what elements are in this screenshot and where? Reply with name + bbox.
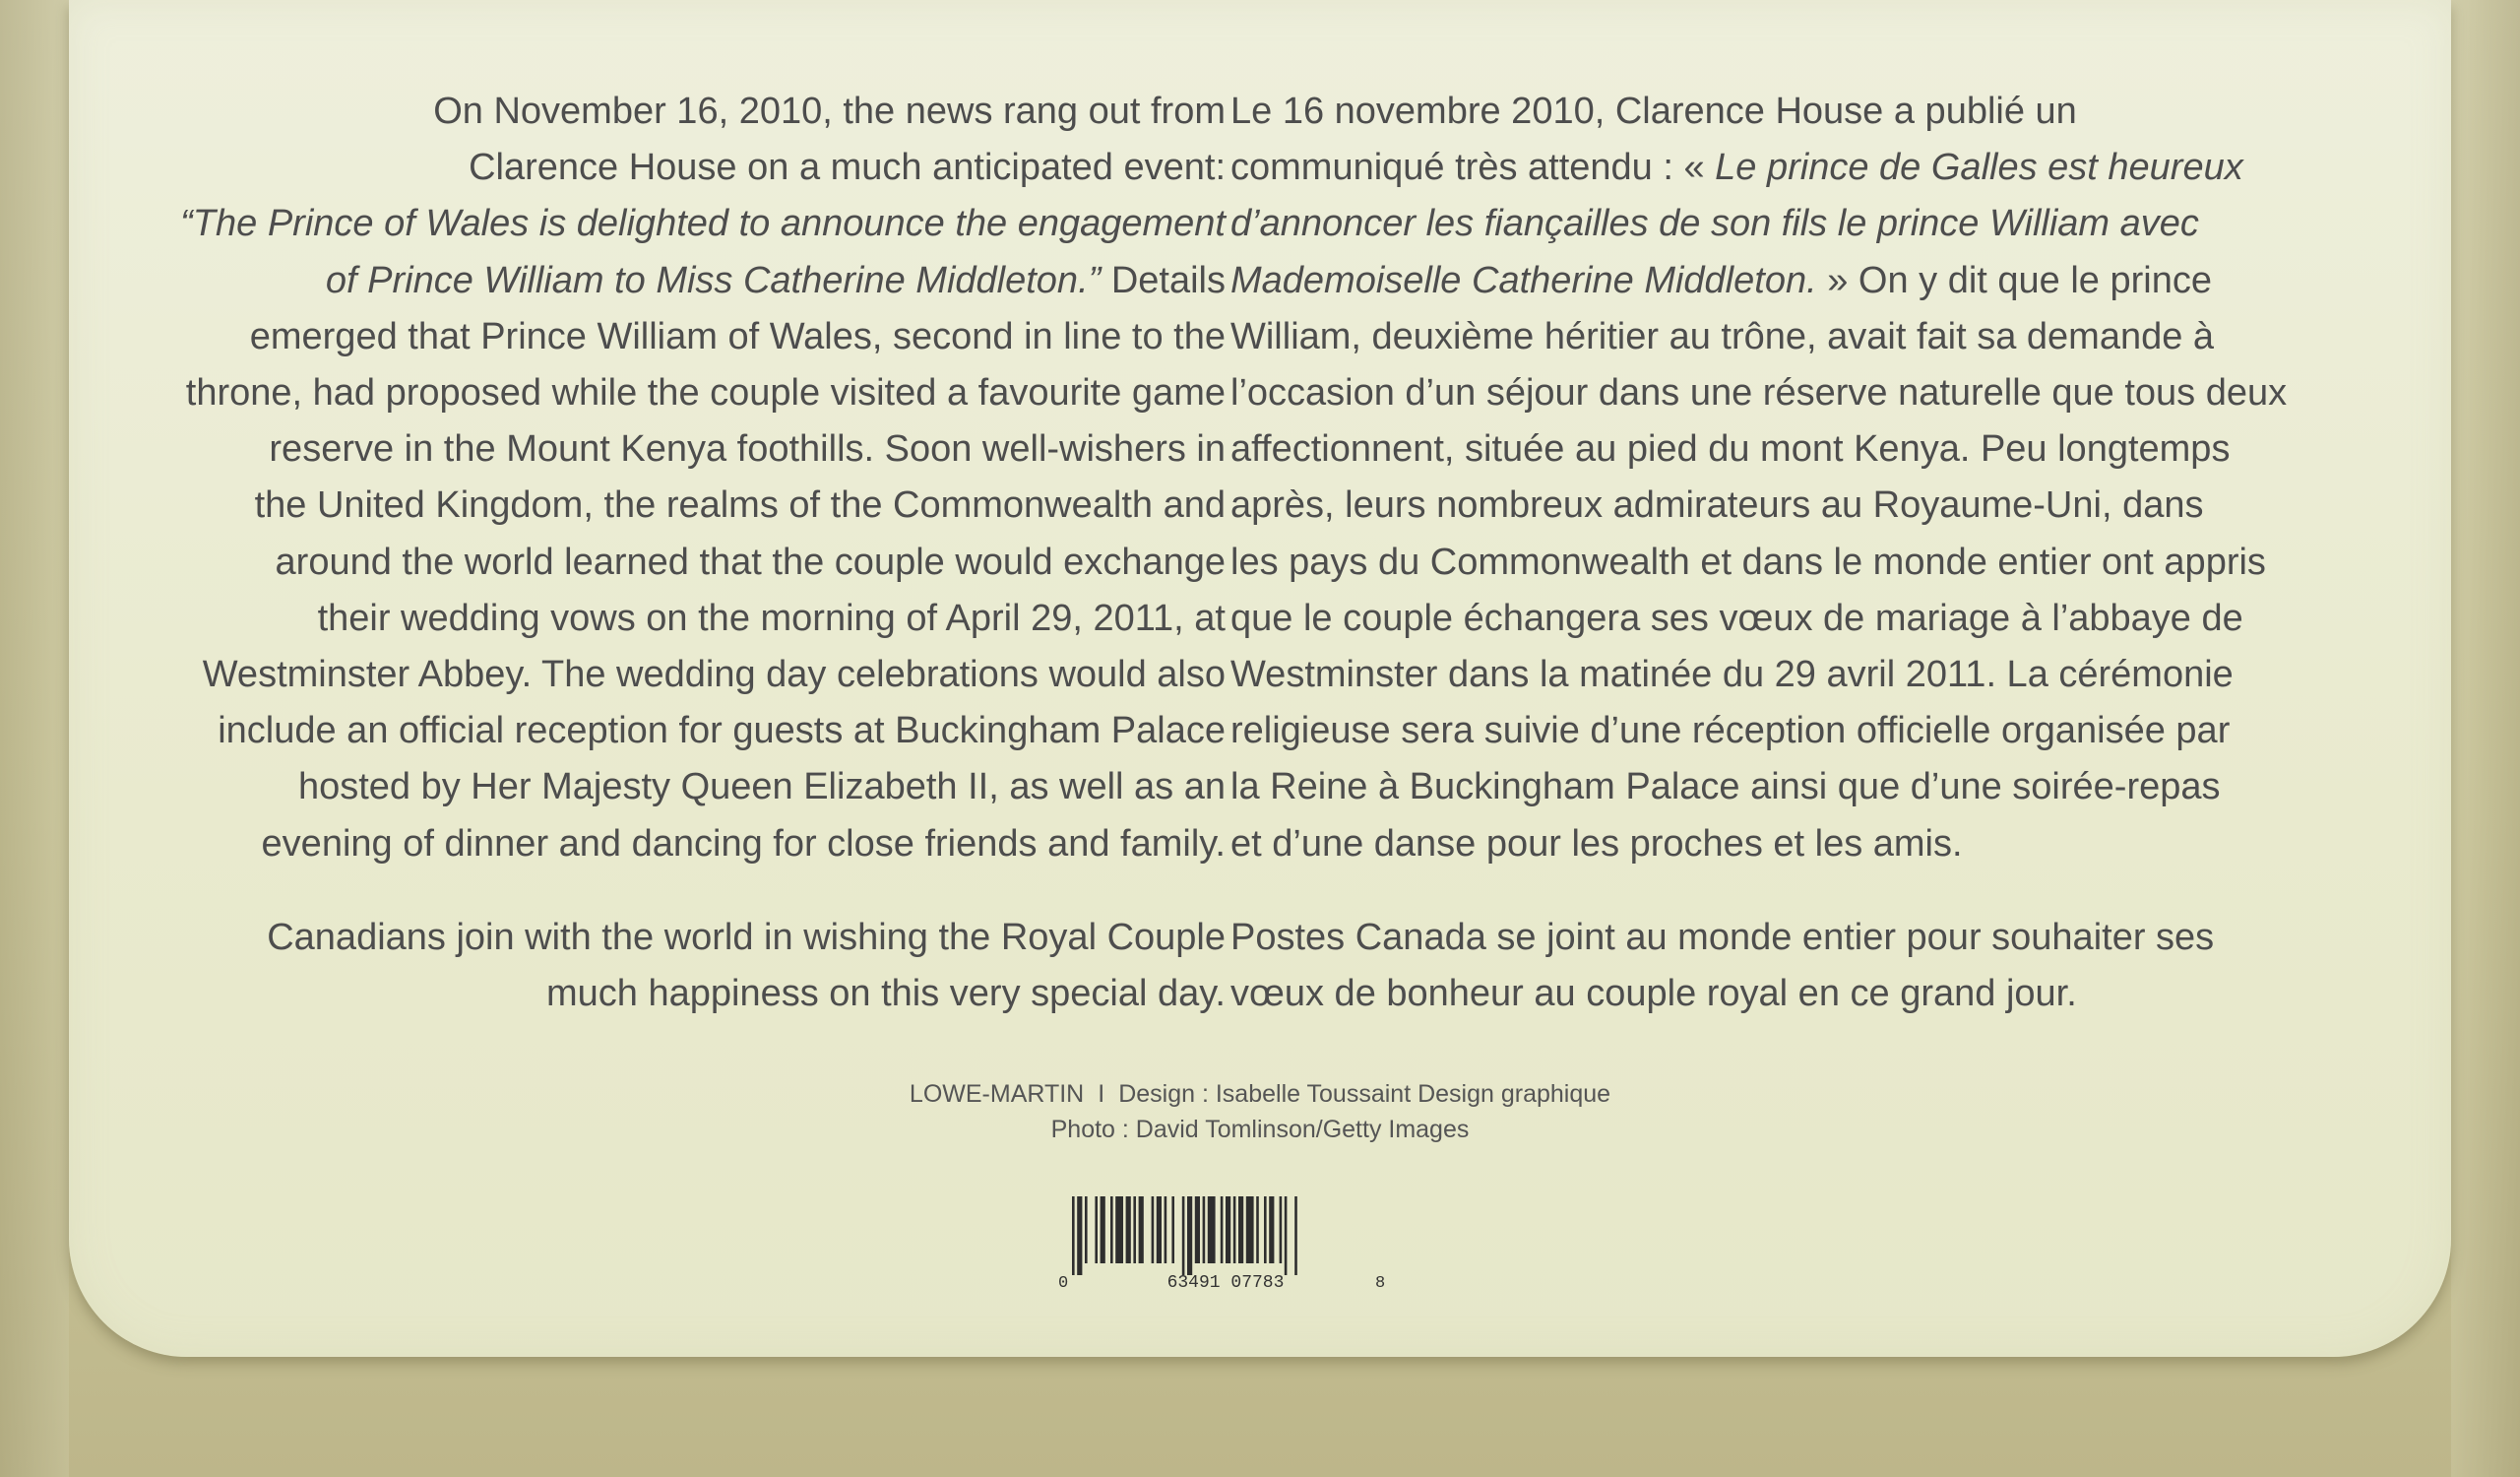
text-line: Le 16 novembre 2010, Clarence House a publié un (1230, 91, 2077, 132)
barcode-bar (1171, 1196, 1174, 1263)
quote-fragment: of Prince William to Miss Catherine Middleton.” (325, 259, 1102, 301)
french-paragraph-closing (1230, 910, 2372, 1022)
credits-line-design (0, 1076, 2520, 1112)
english-text-column (118, 84, 1226, 1022)
barcode-bar (1280, 1196, 1283, 1263)
text-line: affectionnent, située au pied du mont Kenya. Peu longtemps (1230, 428, 2231, 471)
text-line: religieuse sera suivie d’une réception officielle organisée par (1230, 710, 2231, 752)
text-fragment: » On y dit que le prince (1816, 259, 2212, 301)
text-line: reserve in the Mount Kenya foothills. Soon well-wishers in (269, 428, 1226, 471)
barcode-bar (1246, 1196, 1254, 1263)
barcode-bars (1072, 1196, 1297, 1275)
barcode (1058, 1196, 1386, 1295)
text-line: William, deuxième héritier au trône, avait fait sa demande à (1230, 315, 2215, 357)
text-line: Clarence House on a much anticipated event: (469, 147, 1226, 189)
text-line: around the world learned that the couple would exchange (275, 541, 1226, 583)
barcode-bar (1101, 1196, 1105, 1263)
barcode-main-digits: 63491 07783 (1166, 1273, 1285, 1293)
text-line: throne, had proposed while the couple visited a favourite game (185, 372, 1226, 415)
barcode-bar (1195, 1196, 1200, 1263)
photo-credit: Photo : David Tomlinson/Getty Images (1050, 1116, 1470, 1143)
text-fragment: communiqué très attendu : « (1230, 147, 1716, 189)
barcode-bar (1085, 1196, 1088, 1263)
text-line: include an official reception for guests at Buckingham Palace (218, 710, 1226, 752)
barcode-bar (1203, 1196, 1206, 1263)
text-line (1230, 140, 2372, 196)
barcode-bar (1256, 1196, 1259, 1263)
english-paragraph-announcement (118, 84, 1226, 872)
text-line: la Reine à Buckingham Palace ainsi que d’une soirée-repas (1230, 766, 2221, 808)
barcode-bar (1072, 1196, 1075, 1275)
barcode-bar (1095, 1196, 1098, 1263)
text-line (118, 253, 1226, 309)
french-paragraph-announcement (1230, 84, 2372, 872)
text-line: l’occasion d’un séjour dans une réserve naturelle que tous deux (1230, 372, 2288, 415)
text-fragment: Details (1101, 259, 1226, 301)
text-line: vœux de bonheur au couple royal en ce grand jour. (1230, 973, 2077, 1015)
barcode-bar (1285, 1196, 1288, 1275)
barcode-bar (1264, 1196, 1267, 1263)
text-line: emerged that Prince William of Wales, second in line to the (249, 315, 1226, 357)
barcode-bar (1133, 1196, 1136, 1263)
credits-block (0, 1076, 2520, 1147)
barcode-bar (1182, 1196, 1185, 1275)
barcode-bar (1294, 1196, 1297, 1275)
barcode-bar (1110, 1196, 1113, 1263)
english-paragraph-closing (118, 910, 1226, 1022)
barcode-bar (1238, 1196, 1243, 1263)
envelope-edge-right (2451, 0, 2520, 1477)
barcode-bar (1208, 1196, 1216, 1263)
barcode-bar (1221, 1196, 1224, 1263)
text-line: the United Kingdom, the realms of the Commonwealth and (254, 484, 1226, 527)
barcode-bar (1152, 1196, 1155, 1263)
printer-name: LOWE-MARTIN (909, 1080, 1085, 1108)
barcode-bar (1269, 1196, 1274, 1263)
text-line: Postes Canada se joint au monde entier pour souhaiter ses (1230, 916, 2215, 958)
barcode-bar (1187, 1196, 1192, 1275)
text-line: evening of dinner and dancing for close friends and family. (261, 822, 1226, 865)
barcode-bar (1126, 1196, 1131, 1263)
barcode-lead-digit: 0 (1058, 1274, 1069, 1293)
text-line: Westminster Abbey. The wedding day celebrations would also (202, 654, 1226, 696)
envelope-edge-left (0, 0, 69, 1477)
quote-line: “The Prince of Wales is delighted to announce the engagement (180, 203, 1226, 245)
quote-fragment: Mademoiselle Catherine Middleton. (1230, 259, 1817, 301)
barcode-bar (1233, 1196, 1236, 1263)
text-line: much happiness on this very special day. (546, 973, 1226, 1015)
text-line: les pays du Commonwealth et dans le monde entier ont appris (1230, 541, 2266, 583)
text-line: hosted by Her Majesty Queen Elizabeth II, as well as an (297, 766, 1226, 808)
barcode-bar (1165, 1196, 1167, 1263)
text-line: après, leurs nombreux admirateurs au Royaume-Uni, dans (1230, 484, 2204, 527)
barcode-bar (1077, 1196, 1082, 1275)
text-line: que le couple échangera ses vœux de mariage à l’abbaye de (1230, 597, 2243, 639)
quote-fragment: Le prince de Galles est heureux (1715, 147, 2243, 189)
text-line (1230, 253, 2372, 309)
text-line: On November 16, 2010, the news rang out from (433, 91, 1226, 132)
barcode-bar (1115, 1196, 1123, 1263)
quote-line: d’annoncer les fiançailles de son fils le prince William avec (1230, 203, 2199, 245)
barcode-bar (1226, 1196, 1230, 1263)
design-credit: Design : Isabelle Toussaint Design graphique (1118, 1080, 1611, 1108)
text-line: et d’une danse pour les proches et les amis. (1230, 822, 1963, 865)
barcode-bar (1139, 1196, 1144, 1263)
barcode-bar (1157, 1196, 1162, 1263)
text-line: Westminster dans la matinée du 29 avril 2011. La cérémonie (1230, 654, 2234, 696)
text-line: their wedding vows on the morning of April 29, 2011, at (317, 597, 1226, 639)
french-text-column (1230, 84, 2372, 1022)
credits-separator: I (1098, 1080, 1105, 1108)
barcode-check-digit: 8 (1375, 1274, 1386, 1293)
text-line: Canadians join with the world in wishing the Royal Couple (267, 916, 1226, 958)
